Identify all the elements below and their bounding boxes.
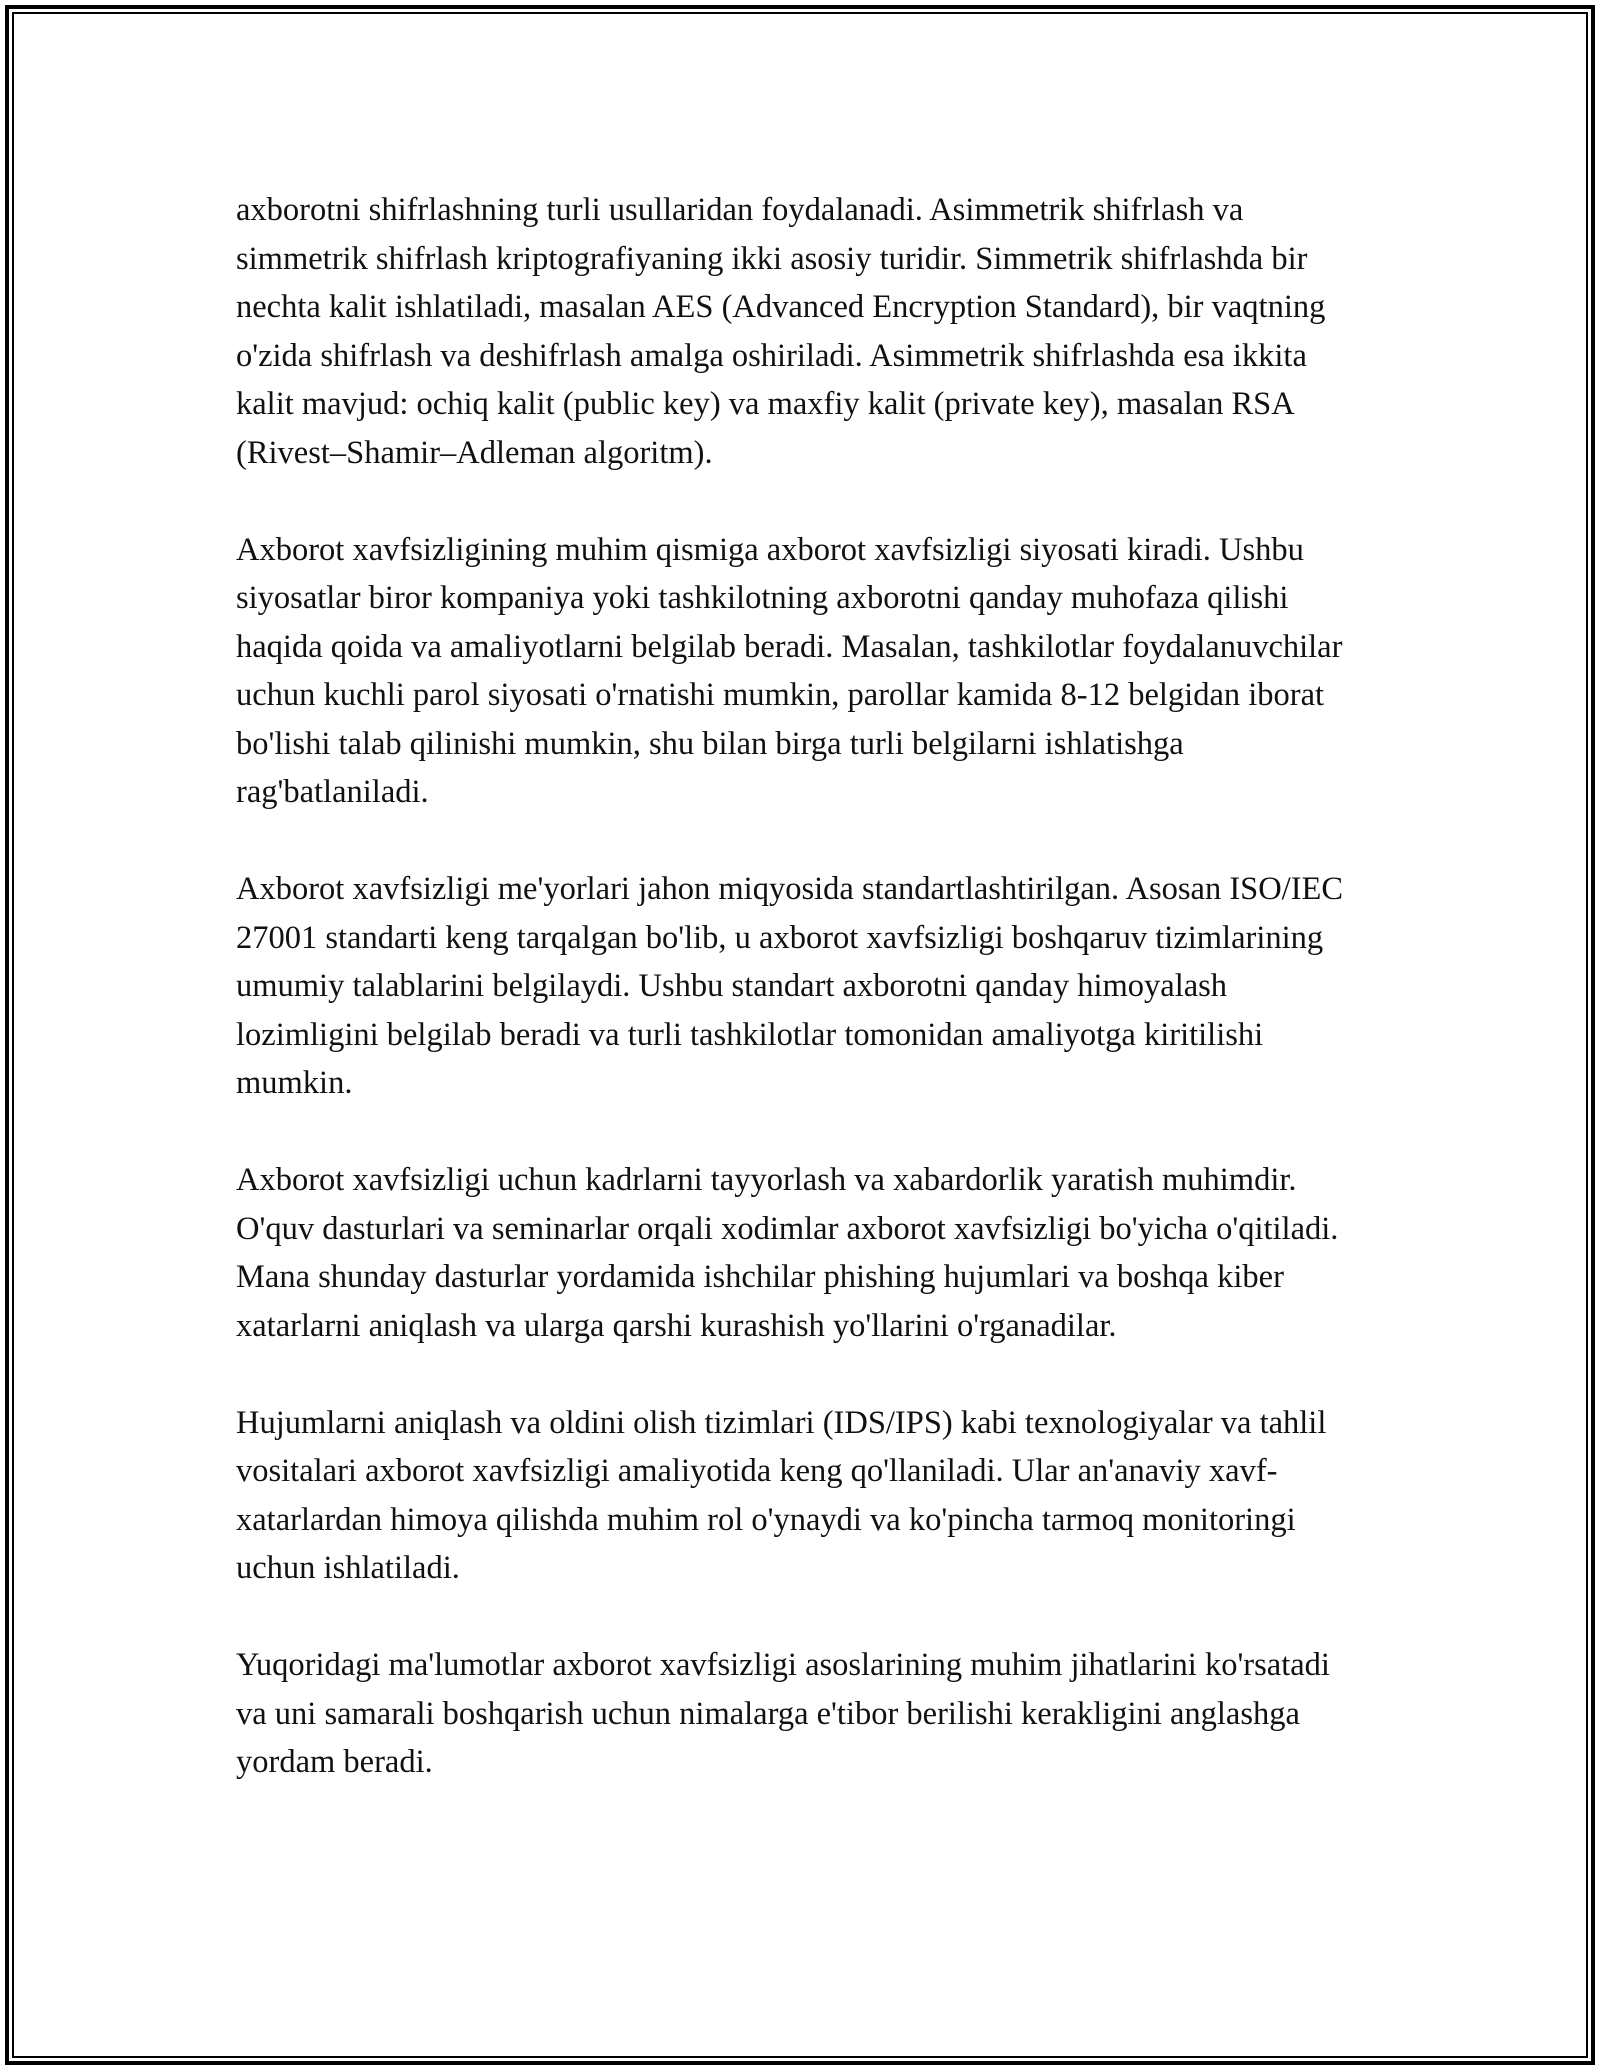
paragraph-conclusion: Yuqoridagi ma'lumotlar axborot xavfsizligi asoslarining muhim jihatlarini ko'rsatadi va uni samarali boshqarish uchun nimalarga e'tibor berilishi kerakligini anglashga yordam beradi. xyxy=(236,1647,1330,1780)
paragraph-ids-ips: Hujumlarni aniqlash va oldini olish tizimlari (IDS/IPS) kabi texnologiyalar va tahlil vositalari axborot xavfsizligi amaliyotida keng qo'llaniladi. Ular an'anaviy xavf-xatarlardan himoya qilishda muhim rol o'ynaydi va ko'pincha tarmoq monitoringi uchun ishlatiladi. xyxy=(236,1404,1327,1586)
paragraph-training: Axborot xavfsizligi uchun kadrlarni tayyorlash va xabardorlik yaratish muhimdir. O'quv dasturlari va seminarlar orqali xodimlar axborot xavfsizligi bo'yicha o'qitiladi. Mana shunday dasturlar yordamida ishchilar phishing hujumlari va boshqa kiber xatarlarni aniqlash va ularga qarshi kurashish yo'llarini o'rganadilar. xyxy=(236,1162,1339,1344)
paragraph-encryption: axborotni shifrlashning turli usullaridan foydalanadi. Asimmetrik shifrlash va simmetrik shifrlash kriptografiyaning ikki asosiy turidir. Simmetrik shifrlashda bir nechta kalit ishlatiladi, masalan AES (Advanced Encryption Standard), bir vaqtning o'zida shifrlash va deshifrlash amalga oshiriladi. Asimmetrik shifrlashda esa ikkita kalit mavjud: ochiq kalit (public key) va maxfiy kalit (private key), masalan RSA (Rivest–Shamir–Adleman algoritm). xyxy=(236,192,1326,471)
paragraph-standards: Axborot xavfsizligi me'yorlari jahon miqyosida standartlashtirilgan. Asosan ISO/IEC 27001 standarti keng tarqalgan bo'lib, u axborot xavfsizligi boshqaruv tizimlarining umumiy talablarini belgilaydi. Ushbu standart axborotni qanday himoyalash lozimligini belgilab beradi va turli tashkilotlar tomonidan amaliyotga kiritilishi mumkin. xyxy=(236,871,1344,1101)
document-body xyxy=(236,186,1366,1787)
paragraph-security-policy: Axborot xavfsizligining muhim qismiga axborot xavfsizligi siyosati kiradi. Ushbu siyosatlar biror kompaniya yoki tashkilotning axborotni qanday muhofaza qilishi haqida qoida va amaliyotlarni belgilab beradi. Masalan, tashkilotlar foydalanuvchilar uchun kuchli parol siyosati o'rnatishi mumkin, parollar kamida 8-12 belgidan iborat bo'lishi talab qilinishi mumkin, shu bilan birga turli belgilarni ishlatishga rag'batlaniladi. xyxy=(236,531,1343,810)
